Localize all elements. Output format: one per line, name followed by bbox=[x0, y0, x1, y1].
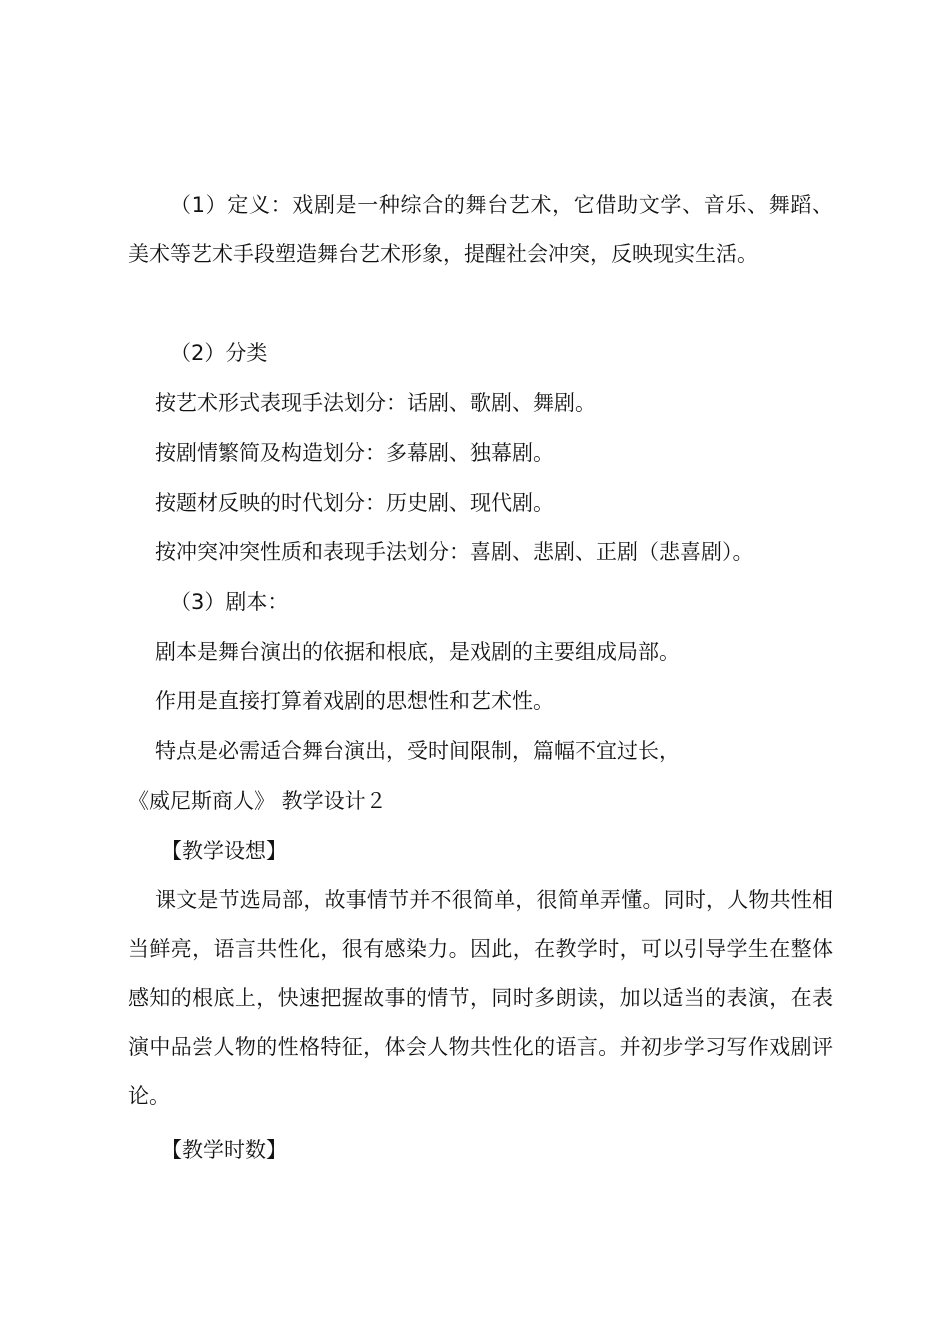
heading-teaching-hours: 【教学时数】 bbox=[161, 1138, 287, 1162]
heading-teaching-concept: 【教学设想】 bbox=[161, 839, 287, 863]
paragraph-class-conflict: 按冲突冲突性质和表现手法划分：喜剧、悲剧、正剧（悲喜剧）。 bbox=[155, 540, 754, 564]
paragraph-script-definition: 剧本是舞台演出的依据和根底，是戏剧的主要组成局部。 bbox=[155, 640, 680, 664]
paragraph-script-role: 作用是直接打算着戏剧的思想性和艺术性。 bbox=[155, 689, 554, 713]
paragraph-class-plot: 按剧情繁简及构造划分：多幕剧、独幕剧。 bbox=[155, 441, 554, 465]
paragraph-definition: （1）定义：戏剧是一种综合的舞台艺术，它借助文学、音乐、舞蹈、美术等艺术手段塑造舞台艺术形象，提醒社会冲突，反映现实生活。 bbox=[128, 193, 833, 266]
paragraph-class-era: 按题材反映的时代划分：历史剧、现代剧。 bbox=[155, 491, 554, 515]
paragraph-script-heading: （3）剧本： bbox=[170, 590, 289, 614]
paragraph-script-features: 特点是必需适合舞台演出，受时间限制，篇幅不宜过长， bbox=[155, 739, 680, 763]
paragraph-class-art-form: 按艺术形式表现手法划分：话剧、歌剧、舞剧。 bbox=[155, 391, 596, 415]
paragraph-classification-heading: （2）分类 bbox=[170, 341, 268, 365]
section-title: 《威尼斯商人》 教学设计２ bbox=[128, 789, 387, 813]
paragraph-teaching-concept: 课文是节选局部，故事情节并不很简单，很简单弄懂。同时，人物共性相当鲜亮，语言共性化，很有感染力。因此，在教学时，可以引导学生在整体感知的根底上，快速把握故事的情节，同时多朗读，加以适当的表演，在表演中品尝人物的性格特征，体会人物共性化的语言。并初步学习写作戏剧评论。 bbox=[128, 888, 833, 1108]
